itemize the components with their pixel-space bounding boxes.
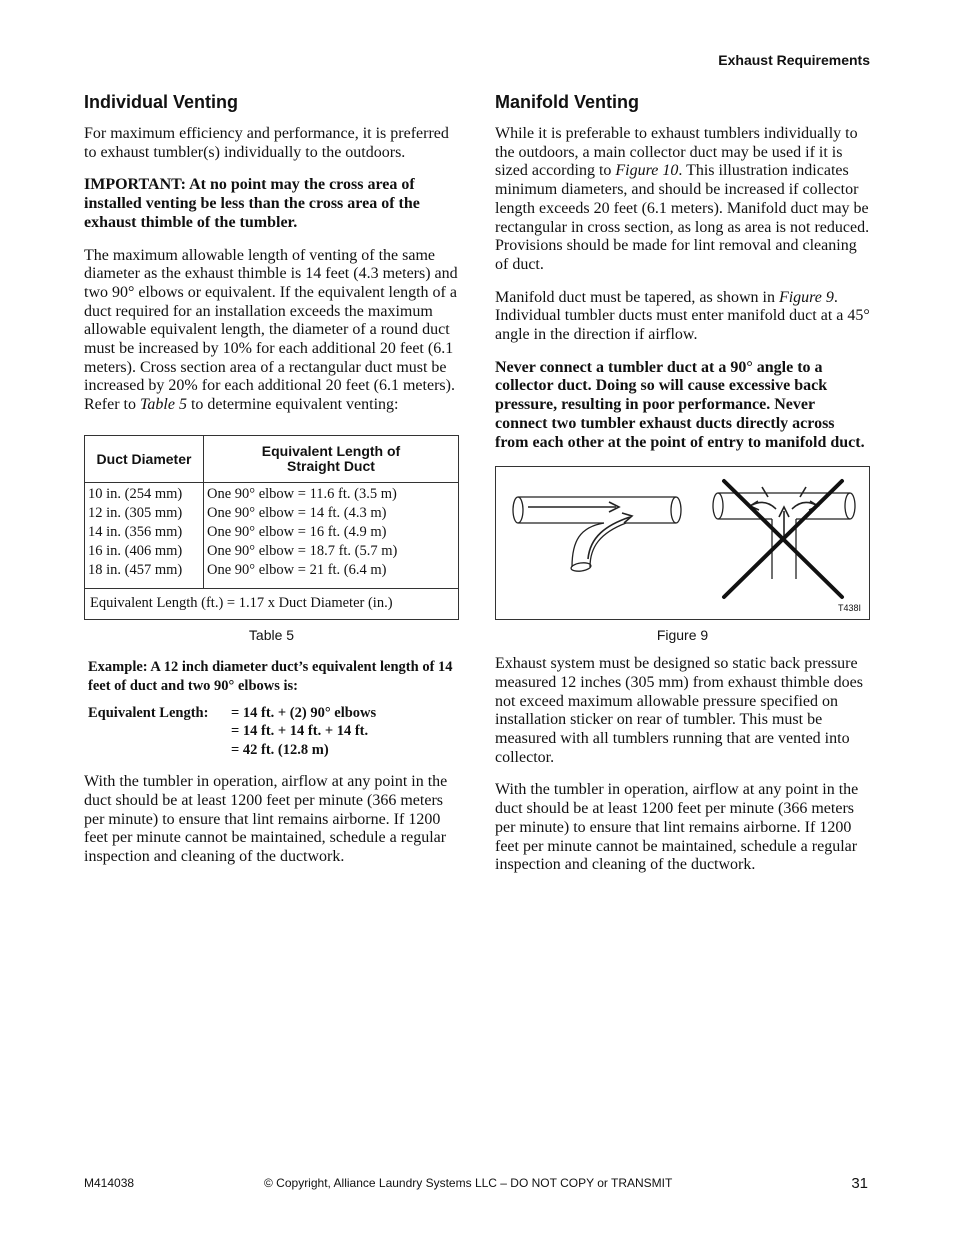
- correct-connection-diagram: [513, 497, 681, 572]
- equivalent-length-header-text: Equivalent Length of Straight Duct: [261, 442, 401, 474]
- manifold-airflow-paragraph: With the tumbler in operation, airflow at any point in the duct should be at least 1200 feet per minute (366 meters per minute) to ensure that lint remains airborne. If 1200 feet per minute cannot be maintained, schedule a regular inspection and cleaning of the ductwork.: [495, 781, 859, 874]
- manifold-intro-paragraph: [495, 125, 870, 275]
- table-row: 18 in. (457 mm): [88, 561, 183, 578]
- duct-connection-illustration: [496, 467, 869, 619]
- manifold-intro-end: . This illustration indicates minimum diameters, and should be increased if collector length exceeds 20 feet (6.1 meters). Manifold duct may be rectangular in cross section, as long as area is not reduced. Provisions should be made for lint removal and cleaning of duct.: [495, 162, 870, 273]
- calc-line: = 42 ft. (12.8 m): [231, 741, 329, 758]
- equivalent-length-table: [84, 435, 459, 620]
- table-row: One 90° elbow = 18.7 ft. (5.7 m): [207, 542, 398, 559]
- table-row: One 90° elbow = 11.6 ft. (3.5 m): [207, 485, 397, 502]
- tapered-text: Manifold duct must be tapered, as shown in: [495, 288, 779, 306]
- calc-line: = 14 ft. + 14 ft. + 14 ft.: [231, 723, 369, 740]
- table-row: One 90° elbow = 21 ft. (6.4 m): [207, 561, 387, 578]
- table-caption: Table 5: [248, 626, 295, 643]
- figure10-reference: Figure 10: [615, 162, 679, 180]
- cross-out-mark: [724, 481, 842, 597]
- manifold-intro-text: While it is preferable to exhaust tumblers individually to the outdoors, a main collector duct may be used if it is sized according to: [495, 125, 858, 180]
- manifold-venting-heading: Manifold Venting: [495, 92, 639, 112]
- right-column: [495, 92, 870, 889]
- calc-label: Equivalent Length:: [88, 704, 209, 721]
- incorrect-connection-diagram: [713, 487, 855, 579]
- table-row: 14 in. (356 mm): [88, 523, 183, 540]
- table-row: 10 in. (254 mm): [88, 485, 183, 502]
- important-notice: IMPORTANT: At no point may the cross area of installed venting be less than the cross area of the exhaust thimble of the tumbler.: [84, 176, 420, 231]
- table-row: 12 in. (305 mm): [88, 504, 183, 521]
- example-heading: Example: A 12 inch diameter duct’s equivalent length of 14 feet of duct and two 90° elbows is:: [88, 658, 453, 694]
- table-row: One 90° elbow = 14 ft. (4.3 m): [207, 504, 387, 521]
- left-column: [84, 92, 459, 881]
- max-length-paragraph: [84, 247, 459, 415]
- individual-venting-heading: Individual Venting: [84, 92, 239, 112]
- tapered-end: . Individual tumbler ducts must enter manifold duct at a 45° angle in the direction if airflow.: [495, 288, 870, 344]
- figure-code: T438I: [837, 603, 861, 614]
- max-length-end: to determine equivalent venting:: [186, 396, 399, 414]
- calc-line: = 14 ft. + (2) 90° elbows: [231, 704, 377, 721]
- table-row: One 90° elbow = 16 ft. (4.9 m): [207, 523, 387, 540]
- tapered-paragraph: [495, 289, 870, 345]
- intro-paragraph: For maximum efficiency and performance, it is preferred to exhaust tumbler(s) individually to the outdoors.: [84, 125, 449, 161]
- diameter-cell: [85, 482, 204, 588]
- equivalent-length-header: [204, 435, 459, 482]
- duct-diameter-header: Duct Diameter: [85, 435, 204, 482]
- length-cell: [204, 482, 459, 588]
- back-pressure-paragraph: Exhaust system must be designed so static back pressure measured 12 inches (305 mm) from exhaust thimble does not exceed maximum allowable pressure specified on installation sticker on rear of tumbler. This must be measured with all tumblers running that are vented into collector.: [495, 655, 863, 766]
- figure-9-box: [495, 466, 870, 620]
- equivalent-length-calculation: [84, 704, 459, 760]
- table-reference-link: Table 5: [139, 396, 187, 414]
- running-header: Exhaust Requirements: [718, 52, 870, 68]
- airflow-paragraph: With the tumbler in operation, airflow at any point in the duct should be at least 1200 feet per minute (366 meters per minute) to ensure that lint remains airborne. If 1200 feet per minute cannot be maintained, schedule a regular inspection and cleaning of the ductwork.: [84, 773, 448, 866]
- figure9-reference: Figure 9: [778, 288, 834, 306]
- figure-caption: Figure 9: [656, 627, 709, 644]
- document-number: M414038: [84, 1176, 135, 1190]
- table-row: 16 in. (406 mm): [88, 542, 183, 559]
- formula-row: Equivalent Length (ft.) = 1.17 x Duct Diameter (in.): [85, 588, 459, 619]
- copyright-notice: © Copyright, Alliance Laundry Systems LLC – DO NOT COPY or TRANSMIT: [264, 1176, 673, 1190]
- max-length-text: The maximum allowable length of venting of the same diameter as the exhaust thimble is 14 feet (4.3 meters) and two 90° elbows or equivalent. If the equivalent length of a duct required for an installation exceeds the maximum allowable equivalent length, the diameter of a round duct must be increased by 10% for each additional 20 feet (6.1 meters). Cross section area of a rectangular duct must be increased by 20% for each additional 20 feet (6.1 meters). Refer to: [84, 246, 458, 414]
- page-number: 31: [851, 1175, 868, 1192]
- warning-paragraph: Never connect a tumbler duct at a 90° angle to a collector duct. Doing so will cause excessive back pressure, resulting in poor performance. Never connect two tumbler exhaust ducts directly across from each other at the point of entry to manifold duct.: [495, 358, 865, 451]
